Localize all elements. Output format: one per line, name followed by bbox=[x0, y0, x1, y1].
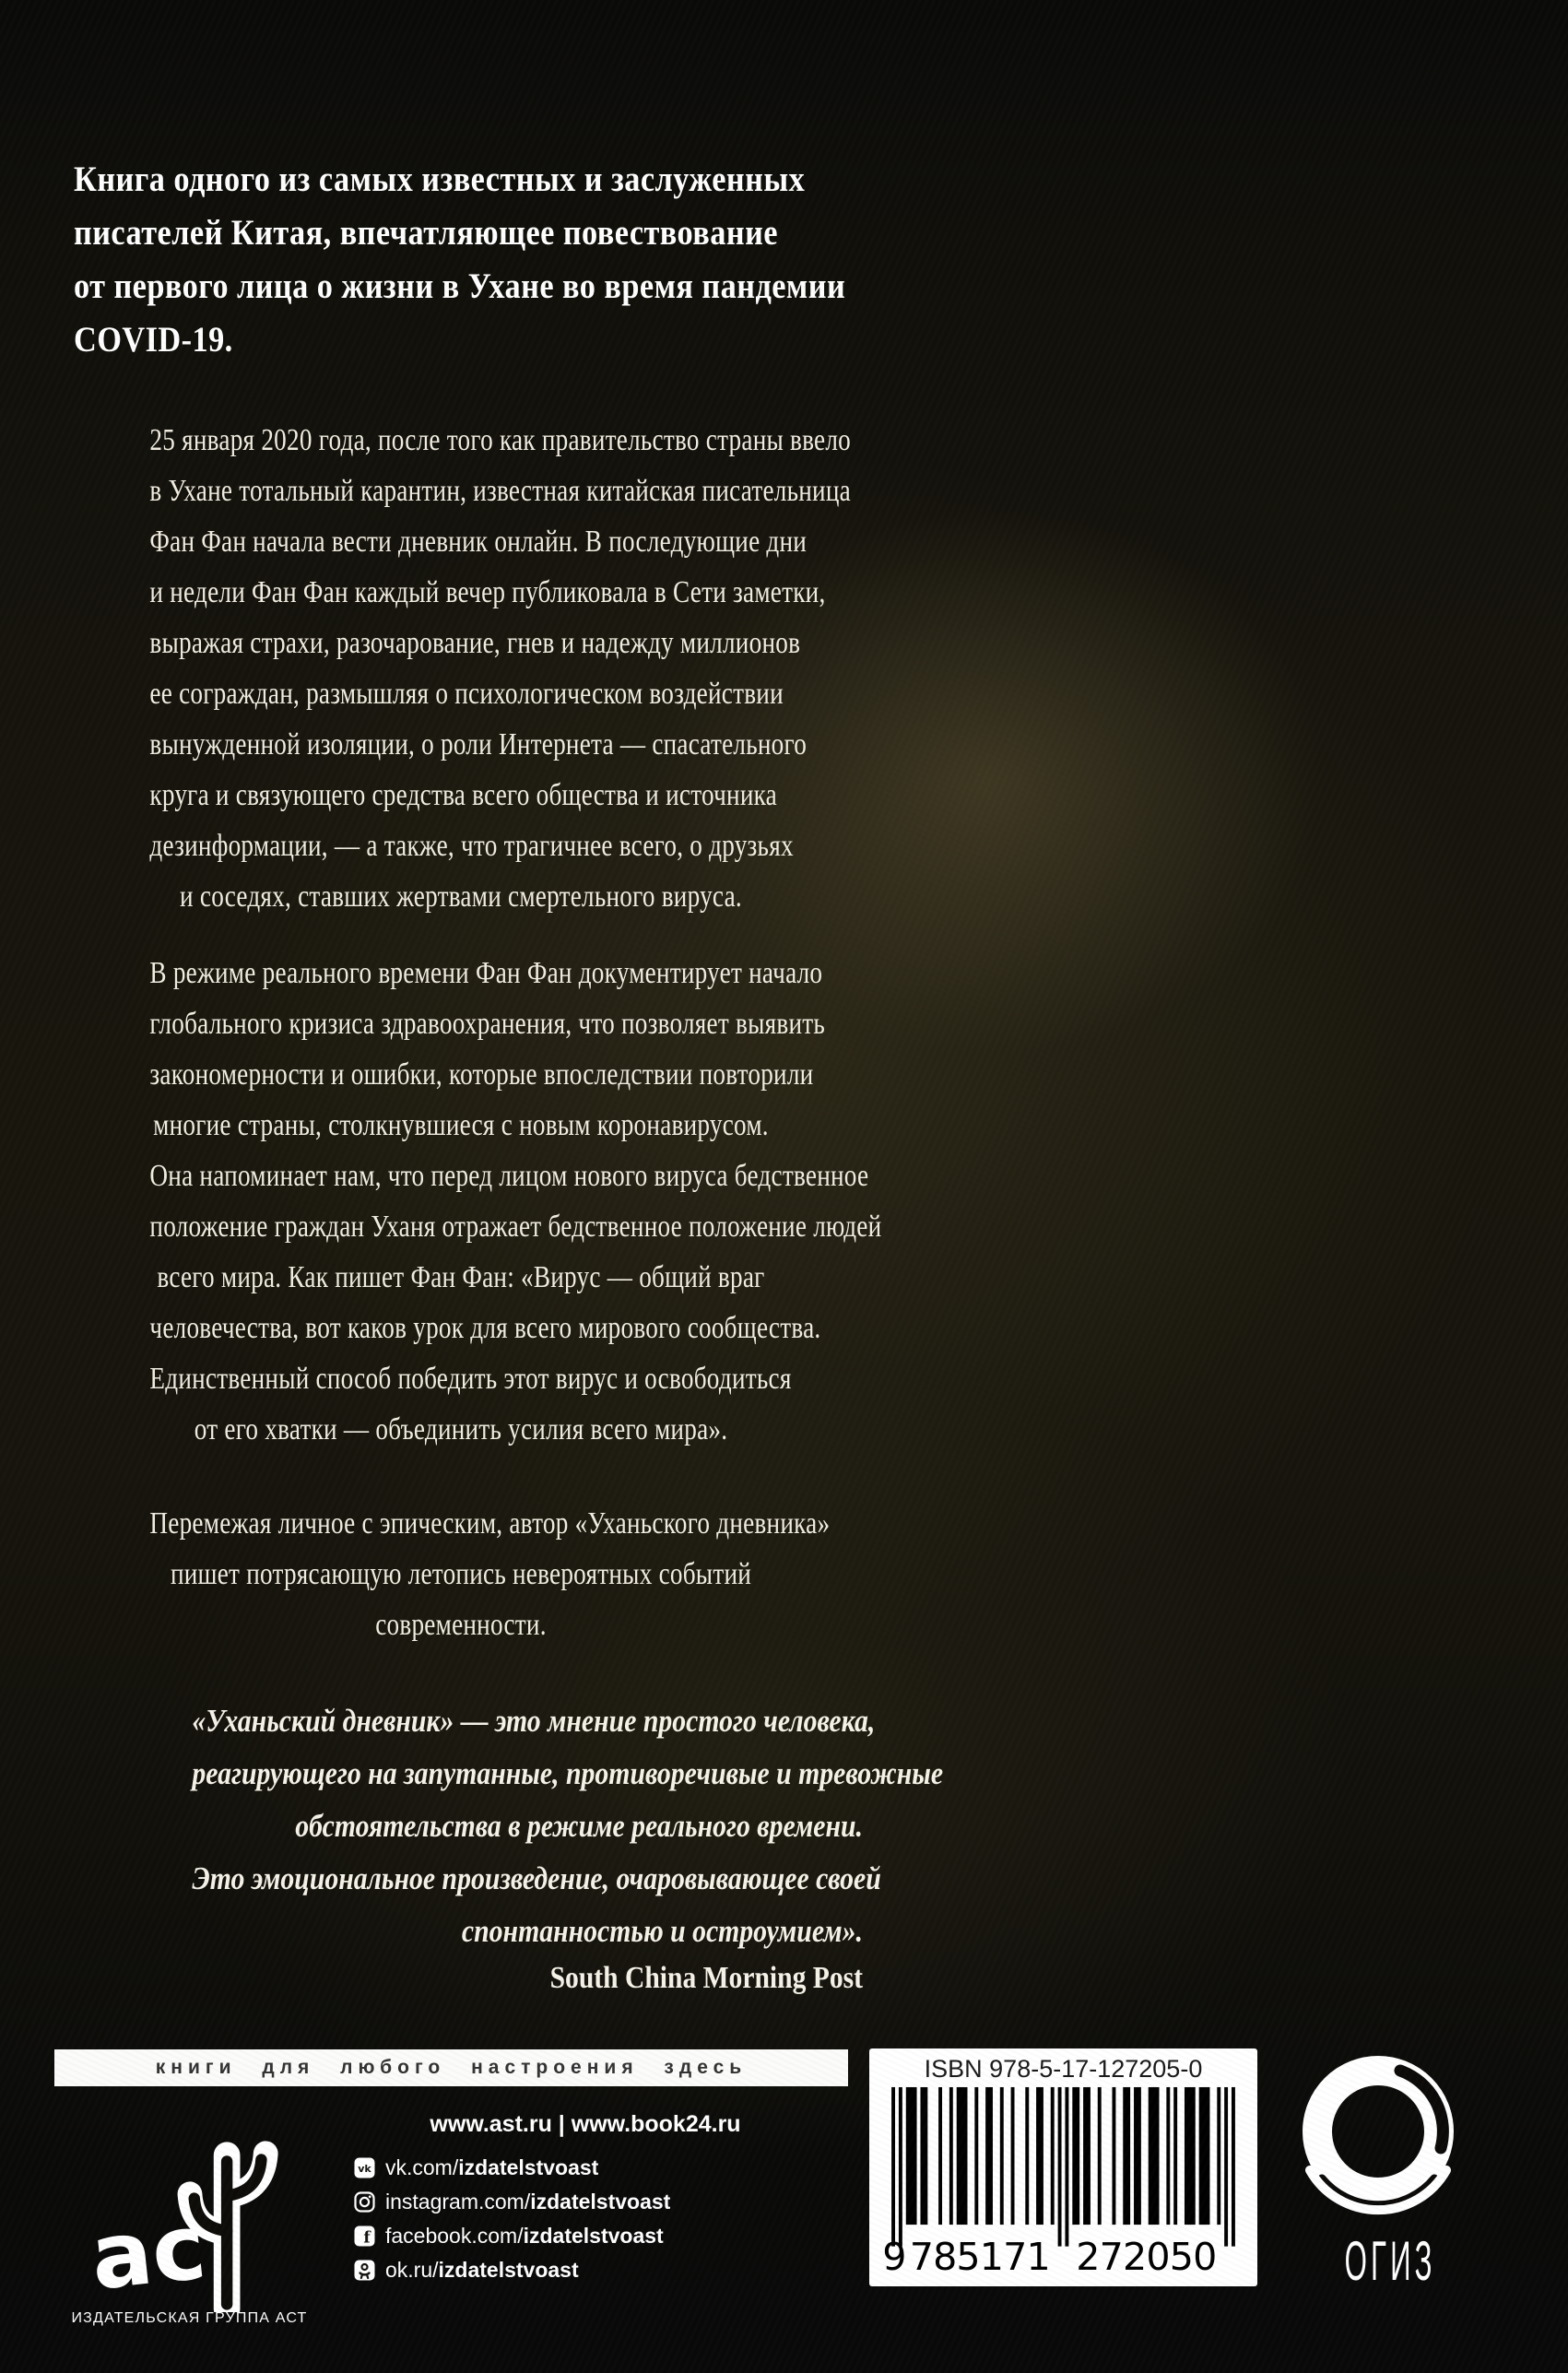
review-quote: «Уханьский дневник» — это мнение простого человека, реагирующего на запутанные, противоречивые и тревожные обстоятельства в режиме реального времени. Это эмоциональное произведение, очаровывающее своей спонтанностью и остроумием». bbox=[192, 1703, 944, 1949]
social-row-instagram bbox=[354, 2189, 670, 2215]
vk-icon bbox=[354, 2157, 375, 2178]
ogiz-logo bbox=[1284, 2037, 1473, 2231]
publisher-websites: www.ast.ru | www.book24.ru bbox=[430, 2111, 741, 2137]
annotation-paragraph-3: Перемежая личное с эпическим, автор «Уханьского дневника» пишет потрясающую летопись невероятных событий современности. bbox=[149, 1506, 831, 1642]
social-links-list bbox=[354, 2155, 670, 2284]
cover-heading: Книга одного из самых известных и заслуженных писателей Китая, впечатляющее повествование от первого лица о жизни в Ухане во время пандемии COVID-19. bbox=[74, 159, 846, 360]
annotation-paragraph-1: 25 января 2020 года, после того как правительство страны ввело в Ухане тотальный карантин, известная китайская писательница Фан Фан начала вести дневник онлайн. В последующие дни и недели Фан Фан каждый вечер публиковала в Сети заметки, выражая страхи, разочарование, гнев и надежду миллионов ее сограждан, размышляя о психологическом воздействии вынужденной изоляции, о роли Интернета — спасательного круга и связующего средства всего общества и источника дезинформации, — а также, что трагичнее всего, о друзьях и соседях, ставших жертвами смертельного вируса. bbox=[149, 423, 852, 914]
ok-icon bbox=[354, 2260, 375, 2281]
review-attribution: South China Morning Post bbox=[549, 1961, 863, 1995]
ast-cactus-icon bbox=[83, 2109, 295, 2312]
ogiz-wordmark: ОГИЗ bbox=[1344, 2230, 1436, 2292]
annotation-paragraph-2: В режиме реального времени Фан Фан документирует начало глобального кризиса здравоохранения, что позволяет выявить закономерности и ошибки, которые впоследствии повторили многие страны, столкнувшиеся с новым коронавирусом. Она напоминает нам, что перед лицом нового вируса бедственное положение граждан Уханя отражает бедственное положение людей всего мира. Как пишет Фан Фан: «Вирус — общий враг человечества, вот каков урок для всего мирового сообщества. Единственный способ победить этот вирус и освободиться от его хватки — объединить усилия всего мира». bbox=[149, 956, 882, 1446]
review-quote-block bbox=[74, 1694, 944, 1957]
svg-text:f: f bbox=[363, 2228, 371, 2247]
ast-publisher-caption: ИЗДАТЕЛЬСКАЯ ГРУППА АСТ bbox=[71, 2310, 308, 2326]
slogan-banner-text: книги для любого настроения здесь bbox=[155, 2057, 748, 2078]
svg-text:785171: 785171 bbox=[909, 2235, 1051, 2277]
isbn-barcode-panel bbox=[869, 2048, 1257, 2286]
svg-text:vk: vk bbox=[358, 2163, 371, 2175]
svg-text:272050: 272050 bbox=[1076, 2235, 1218, 2277]
social-link-label: vk.com/izdatelstvoast bbox=[385, 2155, 599, 2179]
social-link-label: ok.ru/izdatelstvoast bbox=[385, 2258, 579, 2282]
social-link-label: instagram.com/izdatelstvoast bbox=[385, 2190, 671, 2214]
instagram-icon bbox=[354, 2191, 375, 2213]
ean13-barcode bbox=[882, 2085, 1244, 2277]
slogan-banner bbox=[54, 2049, 848, 2086]
facebook-icon bbox=[354, 2225, 375, 2247]
social-row-ok bbox=[354, 2257, 670, 2284]
svg-text:ас: ас bbox=[86, 2194, 211, 2311]
cover-heading-block bbox=[74, 153, 903, 367]
social-row-facebook bbox=[354, 2223, 670, 2249]
social-link-label: facebook.com/izdatelstvoast bbox=[385, 2224, 664, 2248]
svg-text:9: 9 bbox=[882, 2235, 907, 2277]
ogiz-ring-icon bbox=[1284, 2037, 1473, 2226]
review-attribution-block bbox=[74, 1958, 863, 1999]
annotation-paragraph-3-block bbox=[72, 1498, 850, 1650]
ast-publisher-logo bbox=[83, 2109, 295, 2317]
social-row-vk bbox=[354, 2155, 670, 2181]
annotation-paragraph-1-block bbox=[72, 415, 850, 922]
isbn-number: ISBN 978-5-17-127205-0 bbox=[924, 2055, 1203, 2083]
annotation-paragraph-2-block bbox=[72, 948, 882, 1455]
